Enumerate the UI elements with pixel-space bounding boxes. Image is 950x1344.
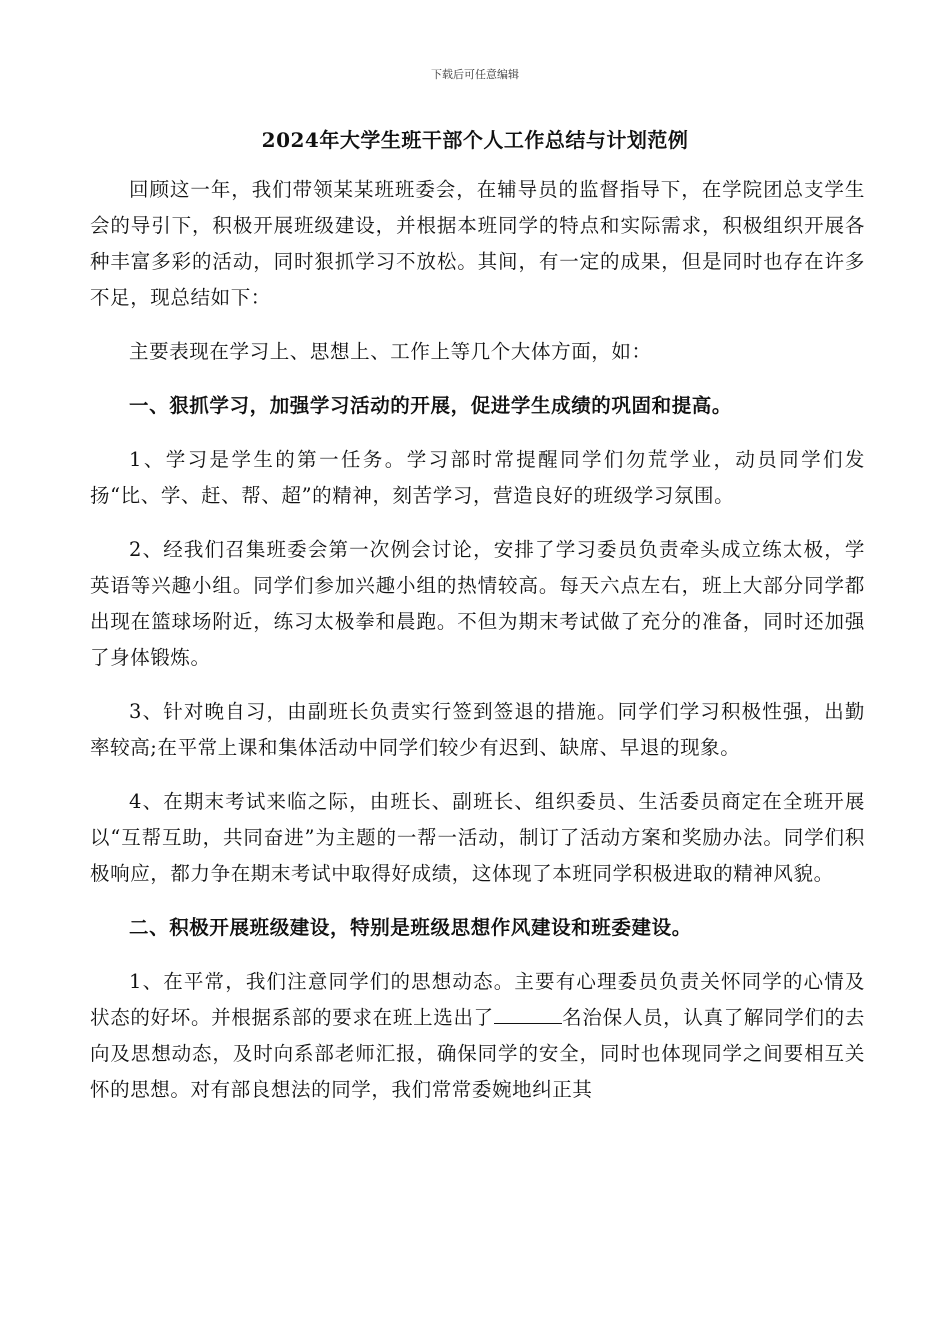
fill-in-blank [494,1004,562,1025]
section1-item-4: 4、在期末考试来临之际，由班长、副班长、组织委员、生活委员商定在全班开展以“互帮互助，共同奋进”为主题的一帮一活动，制订了活动方案和奖励办法。同学们积极响应，都力争在期末考试中取得好成绩，这体现了本班同学积极进取的精神风貌。 [90,790,865,885]
section2-item-1-part-b: 名治保人员，认真了解同学们的去向及思想动态，及时向系部老师汇报，确保同学的安全，同时也体现同学之间要相互关怀的思想。对有部良想法的同学，我们常常委婉地纠正其 [90,1006,865,1101]
intro-paragraph: 回顾这一年，我们带领某某班班委会，在辅导员的监督指导下，在学院团总支学生会的导引下，积极开展班级建设，并根据本班同学的特点和实际需求，积极组织开展各种丰富多彩的活动，同时狠抓学习不放松。其间，有一定的成果，但是同时也存在许多不足，现总结如下： [90,178,865,309]
overview-paragraph: 主要表现在学习上、思想上、工作上等几个大体方面，如： [129,340,652,363]
header-note: 下载后可任意编辑 [431,68,519,81]
section1-item-2: 2、经我们召集班委会第一次例会讨论，安排了学习委员负责牵头成立练太极，学英语等兴趣小组。同学们参加兴趣小组的热情较高。每天六点左右，班上大部分同学都出现在篮球场附近，练习太极拳和晨跑。不但为期末考试做了充分的准备，同时还加强了身体锻炼。 [90,538,865,669]
section2-item-1-part-a: 1、在平常，我们注意同学们的思想动态。主要有心理委员负责关怀同学的心情及状态的好坏。并根据系部的要求在班上选出了 [90,970,865,1029]
section-heading-1: 一、狠抓学习，加强学习活动的开展，促进学生成绩的巩固和提高。 [129,394,733,417]
document-body [90,172,865,1126]
section2-item-1 [90,964,865,1108]
document-title: 2024年大学生班干部个人工作总结与计划范例 [261,128,689,152]
section1-item-1: 1、学习是学生的第一任务。学习部时常提醒同学们勿荒学业，动员同学们发扬“比、学、赶、帮、超”的精神，刻苦学习，营造良好的班级学习氛围。 [90,448,865,507]
section1-item-3: 3、针对晚自习，由副班长负责实行签到签退的措施。同学们学习积极性强，出勤率较高;在平常上课和集体活动中同学们较少有迟到、缺席、早退的现象。 [90,700,865,759]
section-heading-2: 二、积极开展班级建设，特别是班级思想作风建设和班委建设。 [129,916,692,939]
